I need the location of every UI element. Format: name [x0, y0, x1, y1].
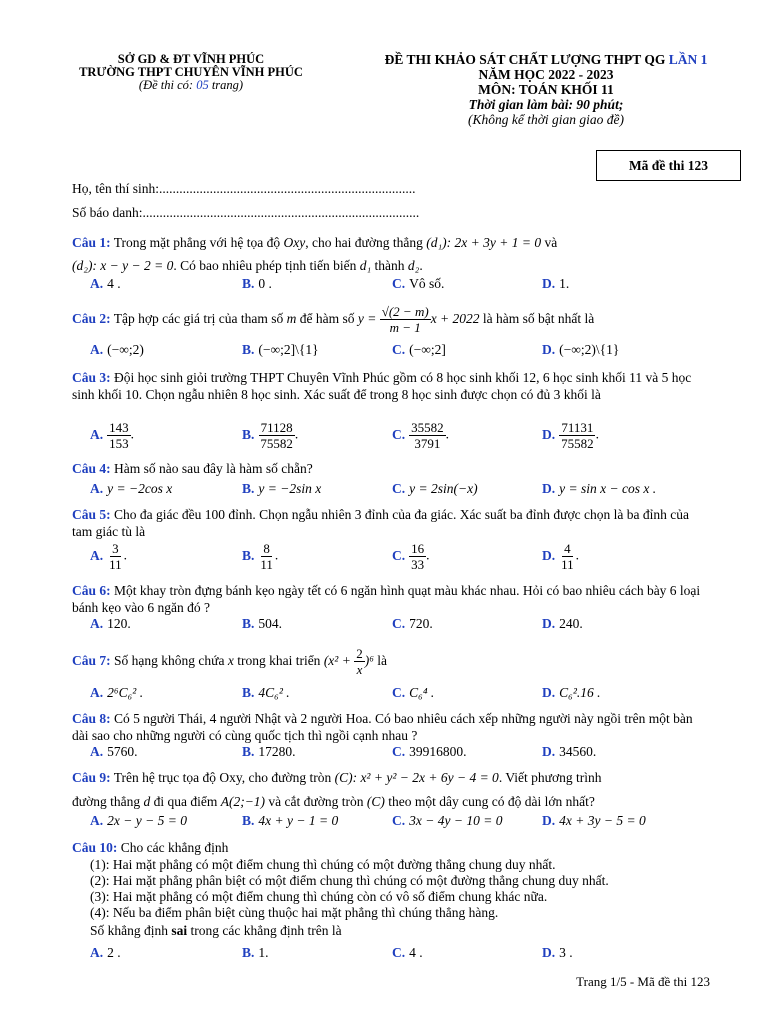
q2-option-c[interactable]: C. (−∞;2] — [392, 342, 446, 357]
q6-option-c[interactable]: C. 720. — [392, 616, 433, 631]
header-right — [336, 52, 756, 127]
q9-option-a[interactable]: A. 2x − y − 5 = 0 — [90, 813, 187, 828]
student-id-line: Số báo danh:.................................................................................. — [72, 205, 420, 220]
q5-option-b[interactable]: B. $\frac{8}{11}$ . — [242, 541, 279, 572]
q6-option-b[interactable]: B. 504. — [242, 616, 283, 631]
q7-option-b[interactable]: B. 4C₆² . — [242, 685, 290, 700]
q9-option-b[interactable]: B. 4x + y − 1 = 0 — [242, 813, 339, 828]
question-3: Câu 3: Đội học sinh giỏi trường THPT Chuyên Vĩnh Phúc gồm có 8 học sinh khối 12, 6 học sinh khối 11 và 5 học sinh khối 10. Chọn ngẫu nhiên 8 học sinh. Xác suất để trong 8 học sinh được chọn có đủ 3 khối là — [72, 370, 692, 402]
q10-statement-4: (4): Nếu ba điểm phân biệt cùng thuộc hai mặt phẳng thì chúng thẳng hàng. — [90, 905, 499, 920]
q10-statement-3: (3): Hai mặt phẳng có một điểm chung thì chúng còn có vô số điểm chung khác nữa. — [90, 889, 548, 904]
q4-option-d[interactable]: D. y = sin x − cos x . — [542, 481, 657, 496]
dept-name: SỞ GD & ĐT VĨNH PHÚC — [117, 52, 265, 66]
school-year: NĂM HỌC 2022 - 2023 — [478, 67, 614, 82]
q3-option-d[interactable]: D. $\frac{71131}{75582}$ . — [542, 420, 599, 451]
page-footer: Trang 1/5 - Mã đề thi 123 — [576, 974, 710, 989]
q2-option-b[interactable]: B. (−∞;2]\{1} — [242, 342, 319, 357]
q1-option-c[interactable]: C. Vô số. — [392, 276, 445, 291]
q10-options — [90, 945, 710, 967]
q10-option-a[interactable]: A. 2 . — [90, 945, 121, 960]
q6-option-d[interactable]: D. 240. — [542, 616, 583, 631]
q9-option-d[interactable]: D. 4x + 3y − 5 = 0 — [542, 813, 646, 828]
question-2: Câu 2: Tập hợp các giá trị của tham số m để hàm số y = $\frac{√(2 - m)}{m - 1}$ x + 2022 là hàm số bật nhất là — [72, 304, 595, 336]
q7-option-a[interactable]: A. 2⁶C₆² . — [90, 685, 144, 700]
q7-options — [90, 685, 710, 707]
q2-function-fraction: $\frac{√(2 - m)}{m - 1}$ — [381, 304, 429, 336]
q10-statements — [90, 857, 710, 939]
q3-option-c[interactable]: C. $\frac{35582}{3791}$ . — [392, 420, 449, 451]
q5-option-c[interactable]: C. $\frac{16}{33}$ . — [392, 541, 430, 572]
exam-code-box: Mã đề thi 123 — [596, 150, 741, 181]
q10-statement-1: (1): Hai mặt phẳng có một điểm chung thì chúng có một đường thẳng chung duy nhất. — [90, 857, 556, 872]
time-limit: Thời gian làm bài: 90 phút; — [468, 97, 624, 112]
q2-option-d[interactable]: D. (−∞;2)\{1} — [542, 342, 620, 357]
q9-option-c[interactable]: C. 3x − 4y − 10 = 0 — [392, 813, 503, 828]
exam-title: ĐỀ THI KHẢO SÁT CHẤT LƯỢNG THPT QG LẦN 1 — [384, 52, 708, 67]
q3-option-b[interactable]: B. $\frac{71128}{75582}$ . — [242, 420, 299, 451]
student-name-line: Họ, tên thí sinh:............................................................................ — [72, 181, 416, 196]
question-8: Câu 8: Có 5 người Thái, 4 người Nhật và 2 người Hoa. Có bao nhiêu cách xếp những người này ngồi trên một bàn dài sao cho những người có cùng quốc tịch thì ngồi cạnh nhau ? — [72, 711, 693, 743]
q4-option-c[interactable]: C. y = 2sin(−x) — [392, 481, 478, 496]
q6-option-a[interactable]: A. 120. — [90, 616, 131, 631]
q6-options — [90, 616, 710, 638]
q8-option-b[interactable]: B. 17280. — [242, 744, 296, 759]
q10-question: Số khẳng định sai trong các khẳng định trên là — [90, 923, 342, 938]
q3-option-a[interactable]: A. $\frac{143}{153}$ . — [90, 420, 134, 451]
q7-option-d[interactable]: D. C₆².16 . — [542, 685, 601, 700]
q1-option-d[interactable]: D. 1. — [542, 276, 570, 291]
time-note: (Không kể thời gian giao đề) — [467, 112, 625, 127]
question-9: Câu 9: Trên hệ trục tọa độ Oxy, cho đường tròn (C): x² + y² − 2x + 6y − 4 = 0. Viết phương trình đường thẳng d đi qua điểm A(2;−1) và cắt đường tròn (C) theo một dây cung có độ dài lớn nhất? — [72, 770, 602, 809]
q8-option-a[interactable]: A. 5760. — [90, 744, 138, 759]
question-6: Câu 6: Một khay tròn đựng bánh kẹo ngày tết có 6 ngăn hình quạt màu khác nhau. Hỏi có bao nhiêu cách bày 6 loại bánh kẹo vào 6 ngăn đó ? — [72, 583, 701, 615]
page-count: (Đề thi có: 05 trang) — [138, 78, 244, 92]
q10-option-b[interactable]: B. 1. — [242, 945, 269, 960]
subject: MÔN: TOÁN KHỐI 11 — [478, 82, 614, 97]
q3-options — [90, 420, 710, 456]
q7-expression-fraction: $\frac{2}{x}$ — [356, 646, 363, 678]
q2-options — [90, 342, 710, 364]
q10-option-c[interactable]: C. 4 . — [392, 945, 423, 960]
q2-option-a[interactable]: A. (−∞;2) — [90, 342, 144, 357]
q10-statement-2: (2): Hai mặt phẳng phân biệt có một điểm chung thì chúng có một đường thẳng chung duy nhất. — [90, 873, 609, 888]
q5-options — [90, 541, 710, 577]
q1-options — [90, 276, 710, 298]
school-name: TRƯỜNG THPT CHUYÊN VĨNH PHÚC — [79, 65, 303, 79]
question-5: Câu 5: Cho đa giác đều 100 đỉnh. Chọn ngẫu nhiên 3 đỉnh của đa giác. Xác suất ba đỉnh được chọn là ba đỉnh của tam giác tù là — [72, 507, 689, 539]
question-10: Câu 10: Cho các khẳng định — [72, 840, 229, 855]
header-left — [66, 53, 316, 92]
q1-option-a[interactable]: A. 4 . — [90, 276, 121, 291]
q1-option-b[interactable]: B. 0 . — [242, 276, 272, 291]
question-7: Câu 7: Số hạng không chứa x trong khai triển (x² + $\frac{2}{x}$ )⁶ là — [72, 646, 388, 678]
q8-options — [90, 744, 710, 766]
question-4: Câu 4: Hàm số nào sau đây là hàm số chẵn? — [72, 461, 313, 476]
q9-options — [90, 813, 710, 835]
q8-option-d[interactable]: D. 34560. — [542, 744, 597, 759]
q5-option-d[interactable]: D. $\frac{4}{11}$ . — [542, 541, 580, 572]
q4-options — [90, 481, 710, 503]
q10-option-d[interactable]: D. 3 . — [542, 945, 573, 960]
q5-option-a[interactable]: A. $\frac{3}{11}$ . — [90, 541, 128, 572]
question-1: Câu 1: Trong mặt phẳng với hệ tọa độ Oxy, cho hai đường thẳng (d₁): 2x + 3y + 1 = 0 và (d₂): x − y − 2 = 0. Có bao nhiêu phép tịnh tiến biến d₁ thành d₂. — [72, 235, 558, 273]
q7-option-c[interactable]: C. C₆⁴ . — [392, 685, 435, 700]
q8-option-c[interactable]: C. 39916800. — [392, 744, 467, 759]
q4-option-b[interactable]: B. y = −2sin x — [242, 481, 322, 496]
q4-option-a[interactable]: A. y = −2cos x — [90, 481, 173, 496]
